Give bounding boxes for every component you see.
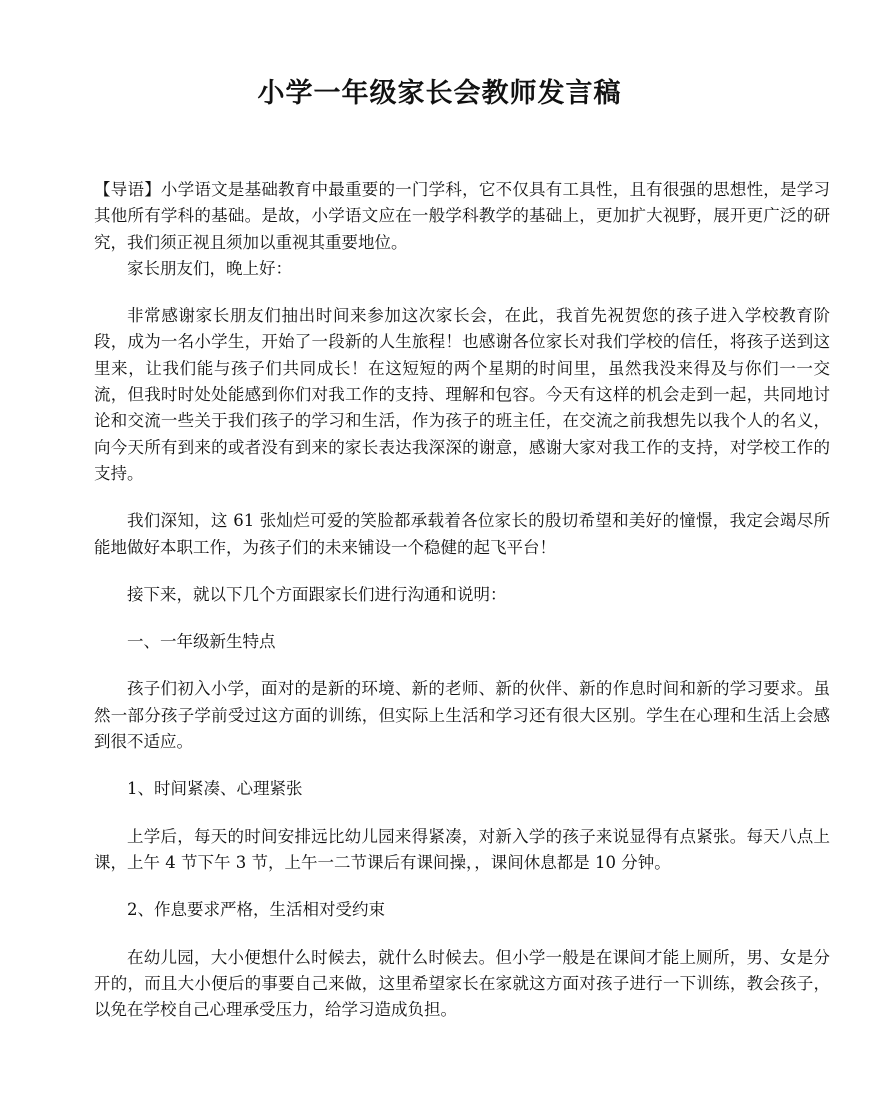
commitment-paragraph: 我们深知，这 61 张灿烂可爱的笑脸都承载着各位家长的殷切希望和美好的憧憬，我定会竭尽所能地做好本职工作，为孩子们的未来铺设一个稳健的起飞平台！ [94, 511, 830, 557]
section-heading-1: 一、一年级新生特点 [127, 632, 276, 652]
transition-paragraph: 接下来，就以下几个方面跟家长们进行沟通和说明： [127, 584, 507, 604]
greeting-paragraph: 家长朋友们，晚上好： [127, 258, 292, 278]
section-1-paragraph: 孩子们初入小学，面对的是新的环境、新的老师、新的伙伴、新的作息时间和新的学习要求。虽然一部分孩子学前受过这方面的训练，但实际上生活和学习还有很大区别。学生在心理和生活上会感到很不适应。 [94, 679, 830, 752]
document-body [94, 177, 830, 1023]
subheading-1-paragraph: 上学后，每天的时间安排远比幼儿园来得紧凑，对新入学的孩子来说显得有点紧张。每天八点上课，上午 4 节下午 3 节，上午一二节课后有课间操，，课间休息都是 10 分钟。 [94, 826, 830, 872]
subheading-2-paragraph: 在幼儿园，大小便想什么时候去，就什么时候去。但小学一般是在课间才能上厕所，男、女是分开的，而且大小便后的事要自己来做，这里希望家长在家就这方面对孩子进行一下训练，教会孩子，以免在学校自己心理承受压力，给学习造成负担。 [94, 947, 830, 1020]
document-title: 小学一年级家长会教师发言稿 [257, 78, 622, 109]
thanks-paragraph: 非常感谢家长朋友们抽出时间来参加这次家长会，在此，我首先祝贺您的孩子进入学校教育阶段，成为一名小学生，开始了一段新的人生旅程！也感谢各位家长对我们学校的信任，将孩子送到这里来，让我们能与孩子们共同成长！在这短短的两个星期的时间里，虽然我没来得及与你们一一交流，但我时时处处能感到你们对我工作的支持、理解和包容。今天有这样的机会走到一起，共同地讨论和交流一些关于我们孩子的学习和生活，作为孩子的班主任，在交流之前我想先以我个人的名义，向今天所有到来的或者没有到来的家长表达我深深的谢意，感谢大家对我工作的支持，对学校工作的支持。 [94, 306, 830, 483]
subheading-1: 1、时间紧凑、心理紧张 [127, 779, 303, 799]
intro-paragraph: 【导语】小学语文是基础教育中最重要的一门学科，它不仅具有工具性，且有很强的思想性，是学习其他所有学科的基础。是故，小学语文应在一般学科教学的基础上，更加扩大视野，展开更广泛的研究，我们须正视且须加以重视其重要地位。 [94, 180, 830, 252]
subheading-2: 2、作息要求严格，生活相对受约束 [127, 900, 385, 920]
